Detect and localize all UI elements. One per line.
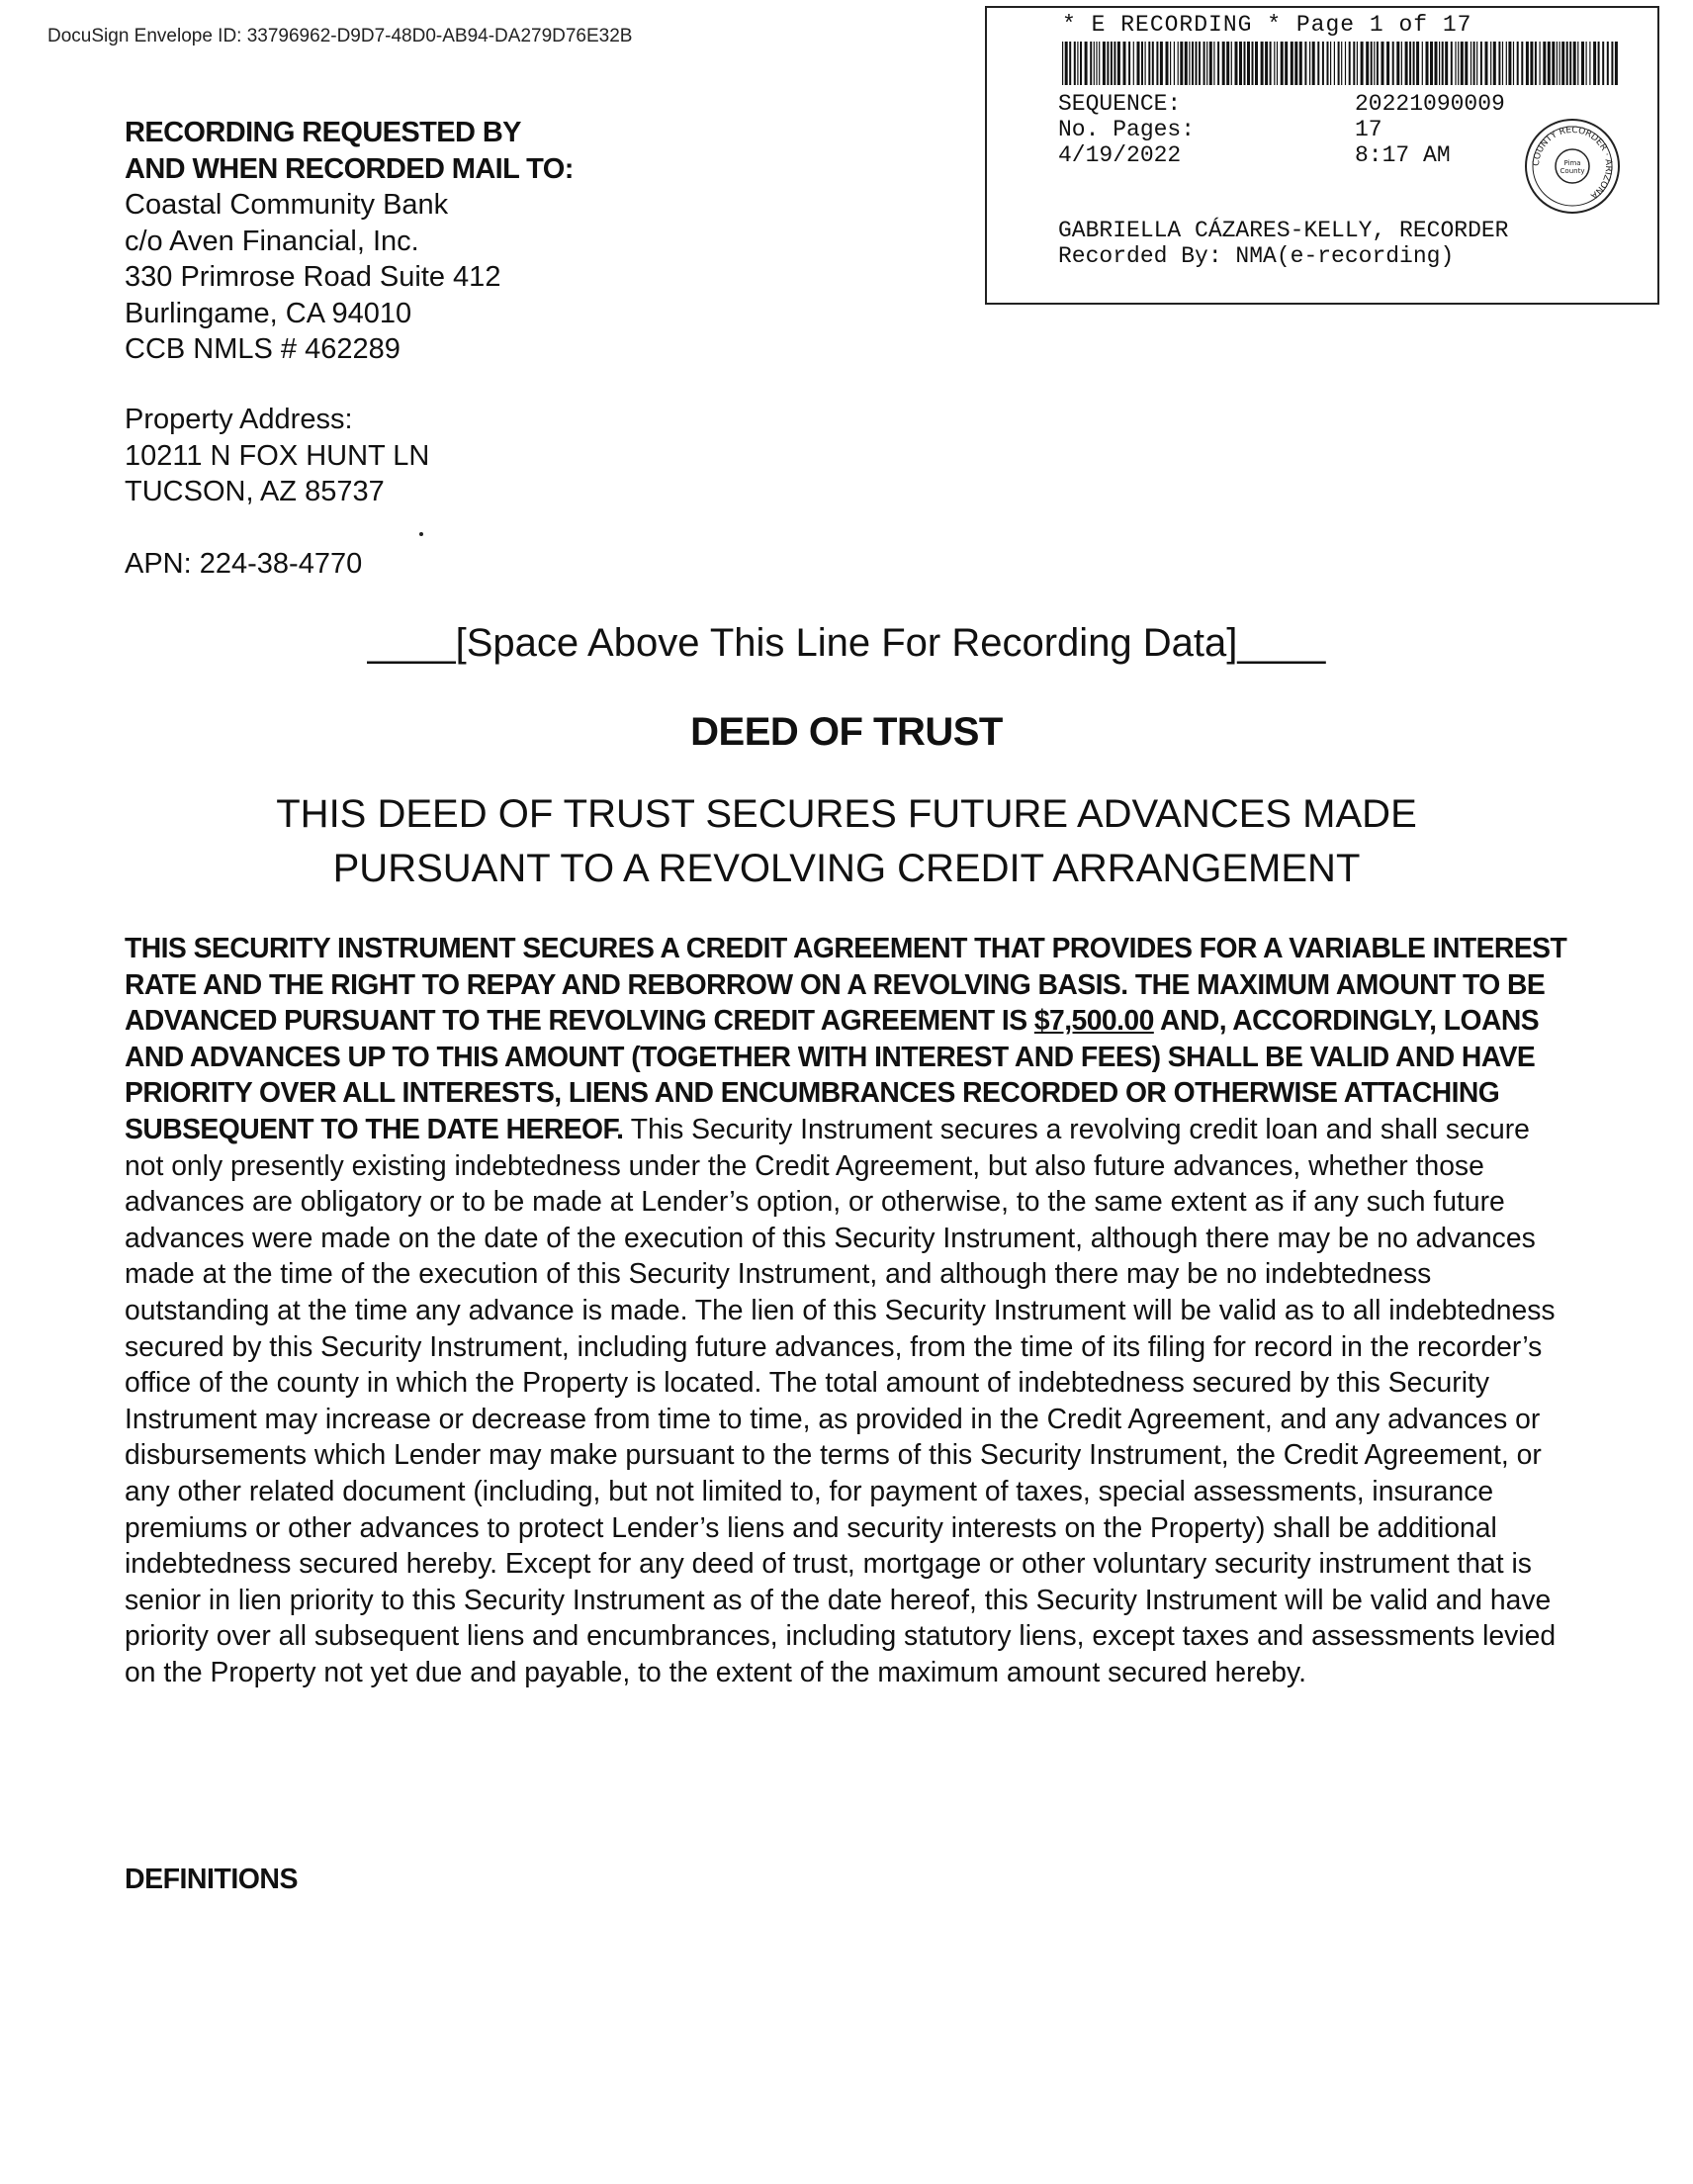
- mail-to-line: 330 Primrose Road Suite 412: [125, 261, 501, 293]
- definitions-heading: DEFINITIONS: [125, 1864, 299, 1895]
- property-address-block: [125, 402, 429, 510]
- mail-to-line: Coastal Community Bank: [125, 189, 449, 221]
- county-seal-icon: [1523, 117, 1622, 216]
- subtitle-line1: THIS DEED OF TRUST SECURES FUTURE ADVANCES MADE: [276, 792, 1417, 836]
- caps-clause-part2: AND, ACCORDINGLY, LOANS AND ADVANCES UP TO THIS AMOUNT (TOGETHER WITH INTEREST AND FEES) SHALL BE VALID AND HAVE PRIORITY OVER ALL INTERESTS, LIENS AND ENCUMBRANCES RECORDED OR OTHERWISE ATTACHING SUBSEQUENT TO THE DATE HEREOF.: [125, 1004, 1540, 1144]
- stray-dot: [419, 532, 423, 536]
- stamp-header: * E RECORDING * Page 1 of 17: [1062, 12, 1472, 38]
- recording-stamp: [985, 6, 1659, 305]
- recorded-by: Recorded By: NMA(e-recording): [1058, 243, 1455, 269]
- stamp-pages-row: [1058, 117, 1382, 142]
- mail-to-line: CCB NMLS # 462289: [125, 333, 401, 365]
- docusign-envelope-id: DocuSign Envelope ID: 33796962-D9D7-48D0-AB94-DA279D76E32B: [47, 26, 633, 46]
- recording-time: 8:17 AM: [1355, 142, 1451, 168]
- svg-text:County: County: [1559, 167, 1585, 175]
- recorder-name: GABRIELLA CÁZARES-KELLY, RECORDER: [1058, 218, 1509, 243]
- subtitle-line2: PURSUANT TO A REVOLVING CREDIT ARRANGEMENT: [332, 847, 1361, 890]
- pages-value: 17: [1355, 117, 1382, 142]
- document-subtitle: [0, 787, 1693, 896]
- future-advances-paragraph: [125, 930, 1568, 1689]
- svg-text:Pima: Pima: [1563, 159, 1581, 167]
- stamp-sequence-row: [1058, 91, 1505, 117]
- caps-clause-part1: THIS SECURITY INSTRUMENT SECURES A CREDIT AGREEMENT THAT PROVIDES FOR A VARIABLE INTEREST RATE AND THE RIGHT TO REPAY AND REBORROW ON A REVOLVING BASIS. THE MAXIMUM AMOUNT TO BE ADVANCED PURSUANT TO THE REVOLVING CREDIT AGREEMENT IS: [125, 932, 1567, 1037]
- stamp-datetime-row: [1058, 142, 1451, 168]
- recording-data-separator: ____[Space Above This Line For Recording Data]____: [367, 621, 1326, 665]
- recording-requested-block: [125, 115, 574, 368]
- document-title: DEED OF TRUST: [690, 710, 1003, 754]
- recording-date: 4/19/2022: [1058, 142, 1182, 168]
- maximum-amount: $7,500.00: [1033, 1004, 1154, 1037]
- property-address-line2: TUCSON, AZ 85737: [125, 476, 385, 507]
- pages-label: No. Pages:: [1058, 117, 1196, 142]
- recording-requested-line2: AND WHEN RECORDED MAIL TO:: [125, 152, 574, 185]
- property-address-line1: 10211 N FOX HUNT LN: [125, 439, 430, 472]
- recording-requested-line1: RECORDING REQUESTED BY: [125, 117, 521, 148]
- sequence-label: SEQUENCE:: [1058, 91, 1182, 117]
- apn-number: APN: 224-38-4770: [125, 548, 363, 580]
- svg-text:COUNTY RECORDER · ARIZONA: COUNTY RECORDER · ARIZONA: [1531, 125, 1614, 201]
- barcode-icon: [1062, 42, 1618, 85]
- property-address-label: Property Address:: [125, 404, 353, 435]
- mail-to-line: c/o Aven Financial, Inc.: [125, 225, 419, 257]
- paragraph-body: This Security Instrument secures a revolving credit loan and shall secure not only presently existing indebtedness under the Credit Agreement, but also future advances, whether those advances are obligatory or to be made at Lender’s option, or otherwise, to the same extent as if any such future advances were made on the date of the execution of this Security Instrument, although there may be no advances made at the time of the execution of this Security Instrument, and although there may be no indebtedness outstanding at the time any advance is made. The lien of this Security Instrument will be valid as to all indebtedness secured by this Security Instrument, including future advances, from the time of its filing for record in the recorder’s office of the county in which the Property is located. The total amount of indebtedness secured by this Security Instrument may increase or decrease from time to time, as provided in the Credit Agreement, and any advances or disbursements which Lender may make pursuant to the terms of this Security Instrument, the Credit Agreement, or any other related document (including, but not limited to, for payment of taxes, special assessments, insurance premiums or other advances to protect Lender’s liens and security interests on the Property) shall be additional indebtedness secured hereby. Except for any deed of trust, mortgage or other voluntary security instrument that is senior in lien priority to this Security Instrument as of the date hereof, this Security Instrument will be valid and have priority over all subsequent liens and encumbrances, including statutory liens, except taxes and assessments levied on the Property not yet due and payable, to the extent of the maximum amount secured hereby.: [125, 1112, 1557, 1687]
- mail-to-line: Burlingame, CA 94010: [125, 297, 412, 329]
- sequence-value: 20221090009: [1355, 91, 1505, 117]
